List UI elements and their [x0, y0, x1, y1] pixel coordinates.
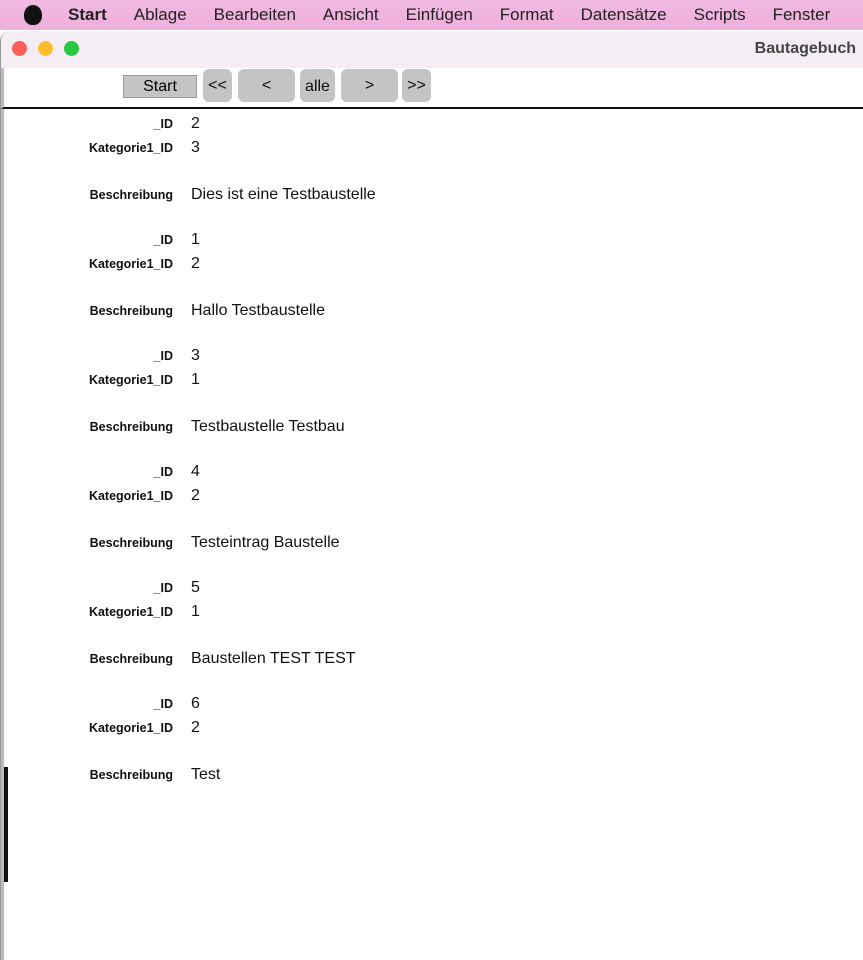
record-id-label: _ID [153, 465, 173, 479]
menu-scripts[interactable]: Scripts [693, 5, 746, 24]
scrollbar[interactable] [4, 767, 8, 882]
record-kategorie-field[interactable]: 1 [191, 371, 200, 388]
menu-ablage[interactable]: Ablage [133, 5, 187, 24]
toolbar [1, 68, 863, 109]
last-record-button[interactable]: >> [402, 69, 431, 102]
record-beschreibung-field[interactable]: Dies ist eine Testbaustelle [191, 186, 376, 203]
menu-bearbeiten[interactable]: Bearbeiten [213, 5, 296, 24]
menu-start[interactable]: Start [68, 5, 107, 24]
record-kategorie-label: Kategorie1_ID [88, 489, 173, 503]
record-kategorie-field[interactable]: 2 [191, 487, 200, 504]
record-kategorie-field[interactable]: 2 [191, 719, 200, 736]
record-id-field[interactable]: 5 [191, 579, 200, 596]
record-beschreibung-label: Beschreibung [89, 188, 173, 202]
zoom-button[interactable] [64, 41, 79, 56]
window-title: Bautagebuch [754, 40, 856, 57]
record-kategorie-label: Kategorie1_ID [88, 373, 173, 387]
record-beschreibung-field[interactable]: Test [191, 766, 221, 783]
record-beschreibung-label: Beschreibung [89, 768, 173, 782]
record-kategorie-label: Kategorie1_ID [88, 257, 173, 271]
record-id-label: _ID [153, 117, 173, 131]
close-button[interactable] [12, 41, 27, 56]
minimize-button[interactable] [38, 41, 53, 56]
show-all-button[interactable]: alle [300, 69, 335, 102]
record-list [1, 109, 863, 960]
window [0, 31, 863, 960]
record-beschreibung-field[interactable]: Hallo Testbaustelle [191, 302, 326, 319]
title-bar [1, 31, 863, 68]
menu-einfuegen[interactable]: Einfügen [405, 5, 473, 24]
record-beschreibung-field[interactable]: Baustellen TEST TEST [191, 650, 356, 667]
menu-format[interactable]: Format [499, 5, 554, 24]
record-kategorie-label: Kategorie1_ID [88, 605, 173, 619]
menu-ansicht[interactable]: Ansicht [322, 5, 379, 24]
next-record-button[interactable]: > [341, 69, 398, 102]
start-button[interactable]: Start [123, 75, 197, 98]
record-beschreibung-label: Beschreibung [89, 304, 173, 318]
apple-menu-icon[interactable] [24, 5, 42, 25]
record-kategorie-label: Kategorie1_ID [88, 141, 173, 155]
record-id-field[interactable]: 4 [191, 463, 200, 480]
record-beschreibung-field[interactable]: Testbaustelle Testbau [191, 418, 345, 435]
first-record-button[interactable]: << [203, 69, 232, 102]
record-beschreibung-label: Beschreibung [89, 420, 173, 434]
record-beschreibung-label: Beschreibung [89, 652, 173, 666]
record-kategorie-field[interactable]: 2 [191, 255, 200, 272]
record-id-label: _ID [153, 697, 173, 711]
record-kategorie-field[interactable]: 3 [191, 139, 200, 156]
menu-datensaetze[interactable]: Datensätze [580, 5, 667, 24]
menu-fenster[interactable]: Fenster [772, 5, 831, 24]
record-id-label: _ID [153, 581, 173, 595]
record-id-field[interactable]: 3 [191, 347, 200, 364]
record-id-field[interactable]: 2 [191, 115, 200, 132]
record-id-field[interactable]: 1 [191, 231, 200, 248]
record-id-label: _ID [153, 233, 173, 247]
menu-bar [0, 0, 863, 30]
previous-record-button[interactable]: < [238, 69, 295, 102]
record-id-label: _ID [153, 349, 173, 363]
record-beschreibung-label: Beschreibung [89, 536, 173, 550]
record-beschreibung-field[interactable]: Testeintrag Baustelle [191, 534, 340, 551]
record-id-field[interactable]: 6 [191, 695, 200, 712]
record-kategorie-field[interactable]: 1 [191, 603, 200, 620]
record-kategorie-label: Kategorie1_ID [88, 721, 173, 735]
